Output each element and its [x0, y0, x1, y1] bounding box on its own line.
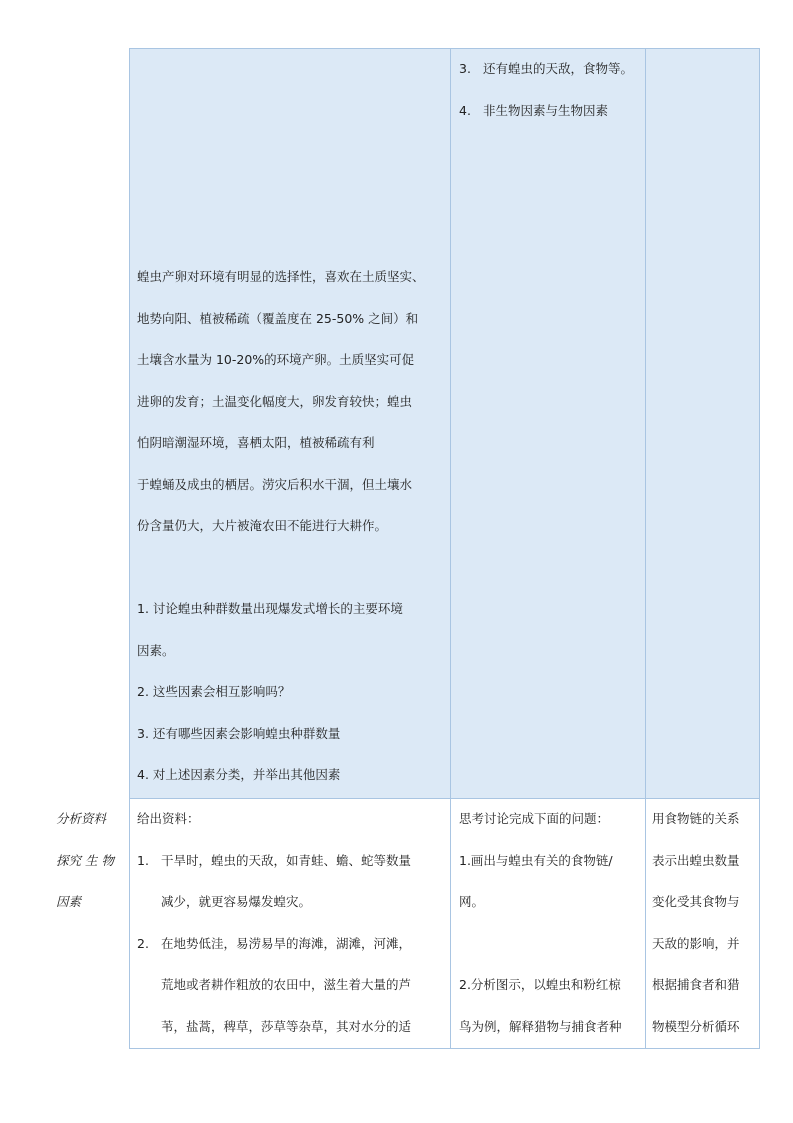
discussion-line: 鸟为例，解释猎物与捕食者种 [459, 1018, 622, 1034]
material-line: 于蝗蛹及成虫的栖居。涝灾后积水干涸，但土壤水 [137, 476, 413, 492]
goal-line: 物模型分析循环 [652, 1018, 740, 1034]
question-line: 因素。 [137, 642, 175, 658]
material-text: 干旱时，蝗虫的天敌，如青蛙、蟾、蛇等数量 [161, 852, 412, 868]
top-material-paragraph [137, 256, 447, 547]
material-text: 减少，就更容易爆发蝗灾。 [161, 894, 312, 909]
material-item [137, 840, 447, 882]
answer-item [459, 90, 644, 132]
col-border-3 [645, 48, 646, 1049]
answer-number: 4. [459, 102, 471, 118]
section-label-line: 因素 [56, 894, 82, 909]
answer-number: 3. [459, 61, 471, 76]
material-number: 1. [137, 852, 149, 868]
discussion-line: 网。 [459, 894, 485, 909]
material-text: 苇，盐蒿，稗草，莎草等杂草，其对水分的适 [161, 1018, 412, 1034]
material-intro: 给出资料： [137, 811, 200, 826]
question-line: 2. 这些因素会相互影响吗？ [137, 684, 291, 699]
top-answer-list [459, 48, 644, 131]
answer-text: 非生物因素与生物因素 [483, 102, 609, 118]
material-text: 在地势低洼，易涝易旱的海滩，湖滩，河滩， [161, 935, 412, 951]
material-line: 进卵的发育；土温变化幅度大，卵发育较快；蝗虫 [137, 393, 413, 409]
material-line: 怕阴暗潮湿环境，喜栖太阳，植被稀疏有利 [137, 435, 375, 450]
table-bottom-border [129, 1048, 760, 1049]
material-text: 荒地或者耕作粗放的农田中，滋生着大量的芦 [161, 977, 412, 992]
answer-text: 还有蝗虫的天敌，食物等。 [483, 61, 634, 76]
goal-line: 用食物链的关系 [652, 811, 740, 826]
question-line: 4. 对上述因素分类，并举出其他因素 [137, 767, 341, 782]
discussion-line: 1.画出与蝗虫有关的食物链/ [459, 852, 613, 868]
col-border-right [759, 48, 760, 1049]
bottom-material-list [137, 798, 447, 1047]
goal-column [652, 798, 758, 1047]
material-number: 2. [137, 935, 149, 951]
col-border-2 [450, 48, 451, 1049]
goal-line: 天敌的影响，并 [652, 935, 740, 951]
goal-line: 表示出蝗虫数量 [652, 852, 740, 868]
goal-line: 根据捕食者和猎 [652, 977, 740, 992]
col-border-left [129, 48, 130, 1049]
question-line: 1. 讨论蝗虫种群数量出现爆发式增长的主要环境 [137, 601, 403, 616]
discussion-line [459, 923, 644, 965]
material-line: 地势向阳、植被稀疏（覆盖度在 25-50% 之间）和 [137, 310, 419, 326]
goal-line: 变化受其食物与 [652, 894, 740, 909]
section-label-line: 分析资料 [56, 811, 107, 826]
material-line: 土壤含水量为 10-20%的环境产卵。土质坚实可促 [137, 352, 415, 367]
material-item [137, 923, 447, 965]
discussion-line: 思考讨论完成下面的问题： [459, 811, 610, 826]
discussion-line: 2.分析图示，以蝗虫和粉红椋 [459, 977, 621, 992]
section-label [56, 798, 128, 923]
material-line: 份含量仍大，大片被淹农田不能进行大耕作。 [137, 518, 388, 533]
section-label-line: 探究 生 物 [56, 852, 114, 868]
discussion-column [459, 798, 644, 1047]
top-question-list [137, 588, 447, 796]
question-line: 3. 还有哪些因素会影响蝗虫种群数量 [137, 725, 341, 741]
answer-item [459, 48, 644, 90]
material-line: 蝗虫产卵对环境有明显的选择性，喜欢在土质坚实、 [137, 269, 425, 284]
table-top-border [129, 48, 760, 49]
